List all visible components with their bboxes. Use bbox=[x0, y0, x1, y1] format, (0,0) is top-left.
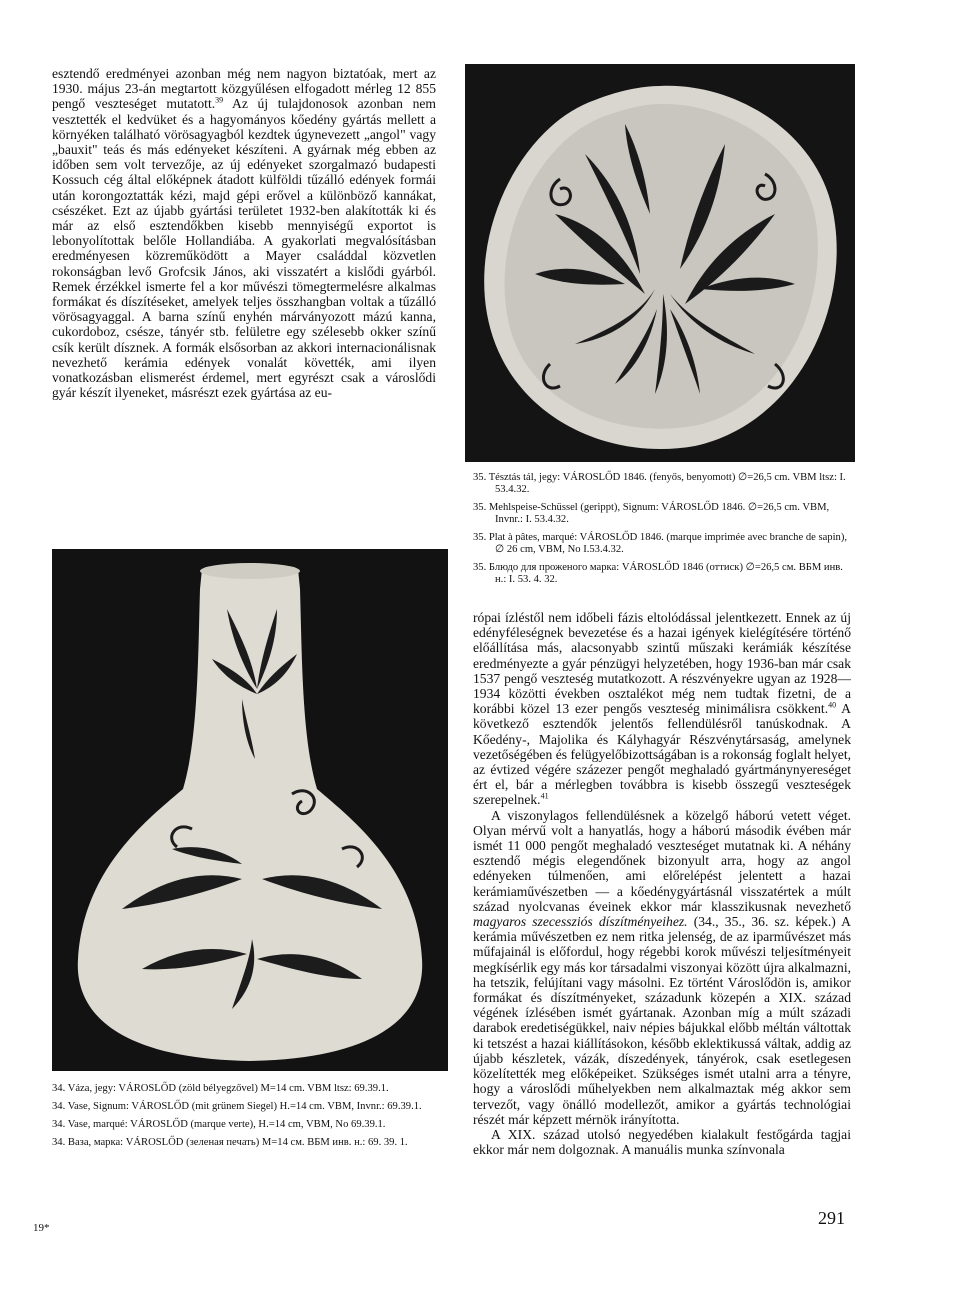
left-text-column bbox=[52, 66, 436, 400]
caption-de: 34. Vase, Signum: VÁROSLŐD (mit grünem Siegel) H.=14 cm. VBM, Invnr.: 69.39.1. bbox=[52, 1101, 422, 1112]
plate-image bbox=[465, 64, 855, 462]
vase-photo bbox=[52, 549, 448, 1071]
plate-captions bbox=[473, 472, 853, 592]
text-run: Az új tulajdonosok azonban nem vesztették el kedvüket és a hagyományos kőedény gyártás mellett a környéken található vörösagyagból kezdtek úgynevezett „angol" vagy „bauxit" teás és más edényeket készíteni. A gyárnak még ebben az időben sem volt tervezője, az új edényeket szorgalmazó budapesti Kossuch cég által előképnek átadott külföldi tűzálló edények formái után korongoztatták kézi, majd gépi erővel a különböző kannákat, csészéket. Ezt az újabb gyártási területet 1932-ben alakították ki és már az első esztendőkben kisebb mennyiségű exportot is lebonyolítottak belőle Hollandiába. A gyakorlati megvalósításban eredményesen közreműködött a Mayer családdal közvetlen rokonságban levő Grofcsik János, aki visszatért a kislődi gyárból. Remek érzékkel ismerte fel a kor művészi tömegtermelésre alkalmas formákat és díszítéseket, amelyek teljes összhangban voltak a tűzálló vörösagyaggal. A barna színű enyhén márványozott mázú kanna, cukordoboz, csésze, tányér stb. felületre egy szélesebb okker színű csík került dísznek. A formák elsősorban az akkori internacionálisnak nevezhető kerámia edények vonalát követték, ami ilyen vonatkozásban elismerést érdemel, mert egyrészt csak a városlődi gyár készít ilyeneket, másrészt ezek gyártása az eu- bbox=[52, 96, 437, 401]
text-run: rópai ízléstől nem időbeli fázis eltolódással jelentkezett. Ennek az új edényféleségnek bevezetése és a hazai igények kielégítésére történő előállítása más, alacsonyabb szintű műszaki kerámiák készítése eredményezte a gyár pénzügyi helyzetében, hogy 1936-ban már csak 1537 pengő veszteség mutatkozott. A részvényekre ugyan az 1928—1934 közötti években osztalékot még nem tudtak fizetni, de a korábbi közel 13 ezer pengős veszteség minimálisra csökkent. bbox=[473, 610, 851, 717]
text-run: A következő esztendők jelentős fellendülésről tanúskodnak. A Kőedény-, Majolika és Kályhagyár Részvénytársaság, amelynek vezetőségében és felügyelőbizottságában is a rokonság foglalt helyet, az évtized végére százezer pengőt meghaladó gyártmánynyereséget ért el, bár a mérlegben továbbra is kisebb összegű veszteségek szerepelnek. bbox=[473, 701, 851, 808]
caption-hu: 34. Váza, jegy: VÁROSLŐD (zöld bélyegzővel) M=14 cm. VBM ltsz: 69.39.1. bbox=[52, 1083, 389, 1094]
caption-de: 35. Mehlspeise-Schüssel (gerippt), Signum: VÁROSLŐD 1846. ∅=26,5 cm. VBM, Invnr.: I. 53.4.32. bbox=[473, 502, 830, 525]
footnote-ref-39: 39 bbox=[215, 95, 224, 105]
right-paragraph-1 bbox=[473, 610, 851, 808]
text-run: (34., 35., 36. sz. képek.) A kerámia művészetben ez nem ritka jelenség, de az iparművészet más műfajainál is előfordul, hogy régebbi korok művészi teljesítményeit megkísérlik egy más kor társadalmi viszonyai között újra alkalmazni, ha tetszik, felújítani vagy másolni. Ez történt Városlődön is, amikor formákat és díszítményeket, századunk közepén a XIX. század végének ízlésében ismét gyártanak. Azonban míg a múlt századi darabok eredetiségükkel, naiv népies bájukkal előbb méltán váltottak ki tetszést a hazai kiállításokon, később eklektikussá váltak, addig az újabb készletek, vázák, díszedények, tányérok, csak esetlegesen közelítették meg előképeiket. Szükséges ismét utalni arra a tényre, hogy a városlődi műhelyekben nem alkalmaztak még akkor sem tervezőt, vagy önálló modellezőt, amikor a gyártás technológiai részét már képzett mérnök irányította. bbox=[473, 914, 851, 1127]
caption-fr: 34. Vase, marqué: VÁROSLŐD (marque verte), H.=14 cm, VBM, No 69.39.1. bbox=[52, 1119, 386, 1130]
caption-hu: 35. Tésztás tál, jegy: VÁROSLŐD 1846. (fenyős, benyomott) ∅=26,5 cm. VBM ltsz: I. 53.4.32. bbox=[473, 472, 846, 495]
plate-photo bbox=[465, 64, 855, 462]
caption-fr: 35. Plat à pâtes, marqué: VÁROSLŐD 1846. (marque imprimée avec branche de sapin), ∅ 26 cm, VBM, No I.53.4.32. bbox=[473, 532, 848, 555]
text-run: A viszonylagos fellendülésnek a közelgő háború vetett véget. Olyan mérvű volt a hanyatlás, hogy a háború második évében már ismét 11 000 pengőt meghaladó veszteséget mutatnak ki. A néhány esztendő mégis elegendőnek bizonyult arra, hogy az angol edényeken túlmenően, ami előrelépést jelentett a hazai kerámiaművészetben — a kőedénygyártásnál visszatértek a múlt század nyolcvanas éveinek ekkor már klasszikusnak nevezhető bbox=[473, 807, 851, 914]
caption-ru: 34. Ваза, марка: VÁROSLŐD (зеленая печать) M=14 см. ВБМ инв. н.: 69. 39. 1. bbox=[52, 1137, 408, 1148]
footnote-ref-40: 40 bbox=[828, 700, 837, 710]
signature-mark: 19* bbox=[33, 1222, 50, 1234]
right-paragraph-2 bbox=[473, 808, 851, 1127]
footnote-ref-41: 41 bbox=[540, 791, 549, 801]
text-run: esztendő eredményei azonban még nem nagyon biztatóak, mert az 1930. május 23-án megtartott közgyűlésen elfogadott mérleg 12 855 pengő veszteséget mutatott. bbox=[52, 66, 436, 112]
caption-ru: 35. Блюдо для проженого марка: VÁROSLŐD 1846 (оттиск) ∅=26,5 см. ВБМ инв. н.: I. 53. 4. 32. bbox=[473, 562, 843, 585]
italic-term: magyaros szecessziós díszítményeihez. bbox=[473, 914, 688, 930]
right-paragraph-3: A XIX. század utolsó negyedében kialakult festőgárda tagjai ekkor már nem dolgoznak. A manuális munka színvonala bbox=[473, 1126, 851, 1158]
left-paragraph-1 bbox=[52, 66, 436, 400]
page-number: 291 bbox=[818, 1208, 845, 1228]
vase-image bbox=[52, 549, 448, 1071]
right-text-column bbox=[473, 610, 851, 1157]
vase-captions bbox=[52, 1083, 434, 1155]
